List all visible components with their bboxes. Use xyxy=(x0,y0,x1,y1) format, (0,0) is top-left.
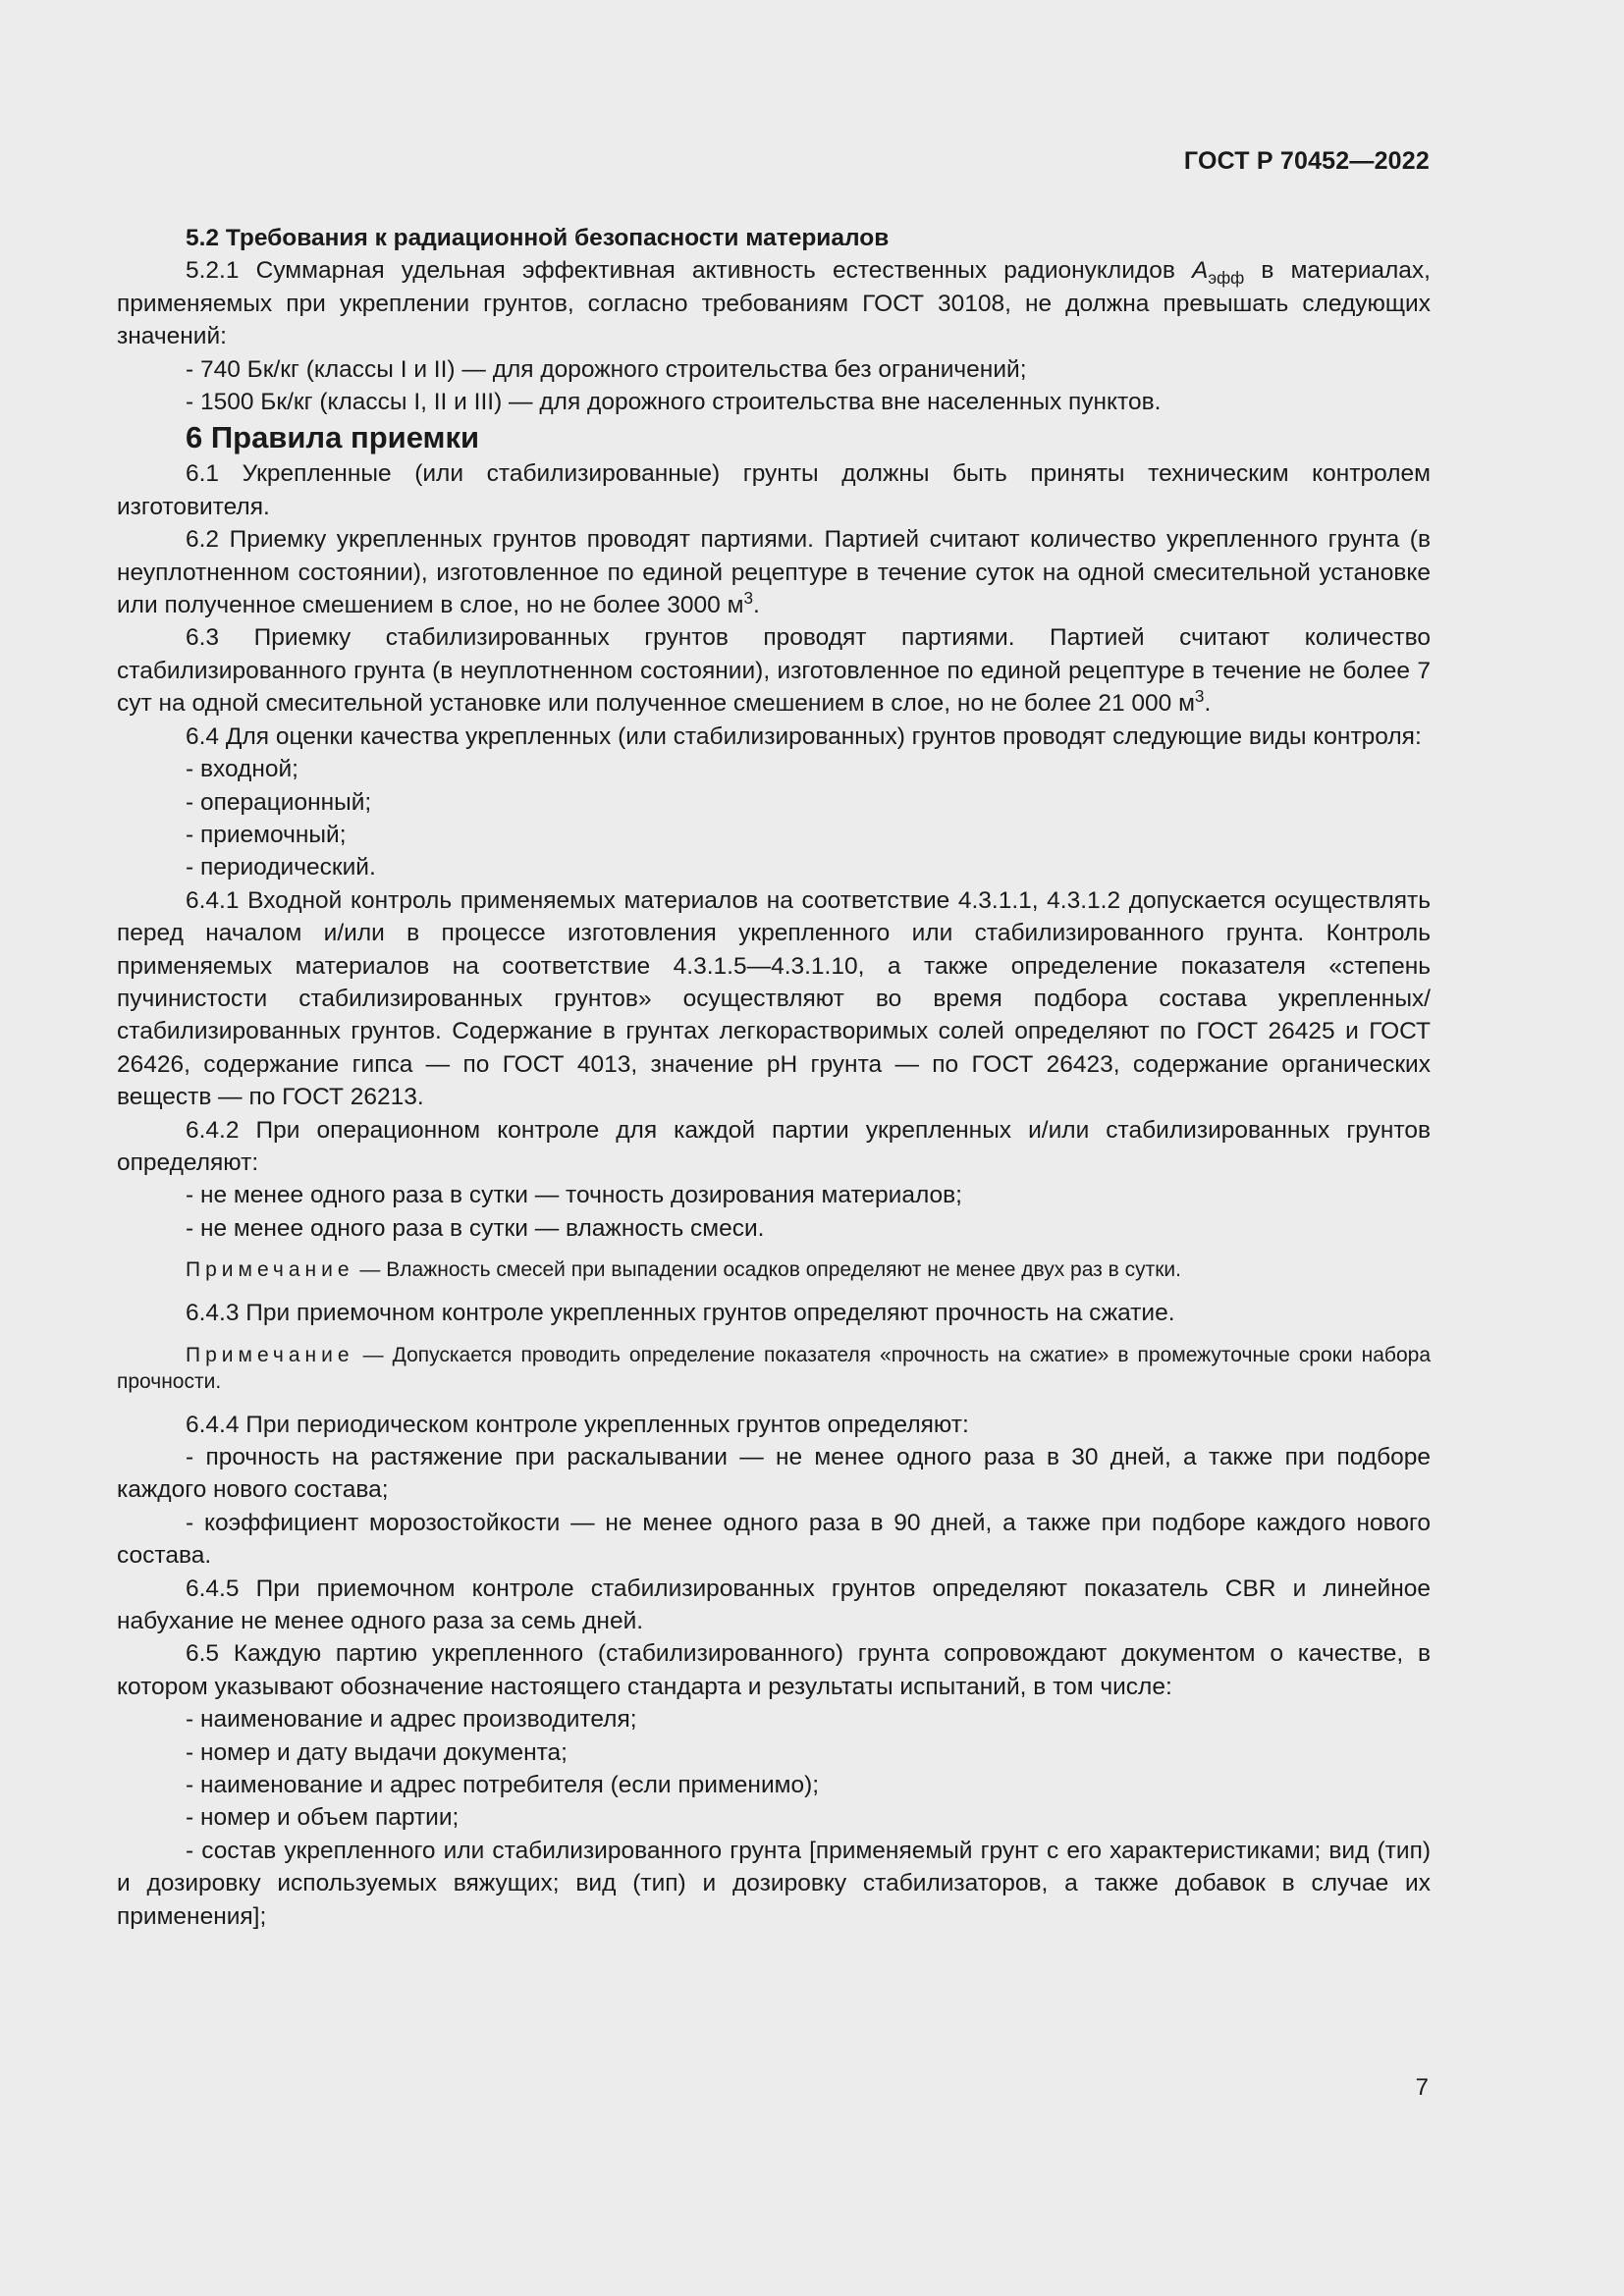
list-item: - приемочный; xyxy=(186,821,347,848)
document-id-header: ГОСТ Р 70452—2022 xyxy=(1183,147,1430,175)
document-body xyxy=(117,222,1431,1933)
paragraph-6-4-2: 6.4.2 При операционном контроле для каждой партии укрепленных и/или стабилизированных грунтов определяют: xyxy=(117,1116,1431,1176)
list-item: - не менее одного раза в сутки — точность дозирования материалов; xyxy=(186,1182,962,1209)
text-fragment: . xyxy=(1204,690,1212,718)
list-item: - состав укрепленного или стабилизированного грунта [применяемый грунт с его характеристиками; вид (тип) и дозировку используемых вяжущих; вид (тип) и дозировку стабилизаторов, а также добавок в случае их применения]; xyxy=(117,1837,1431,1930)
superscript: 3 xyxy=(1194,686,1205,707)
list-item: - 740 Бк/кг (классы I и II) — для дорожного строительства без ограничений; xyxy=(186,355,1027,383)
text-fragment: в материалах, применяемых при укреплении грунтов, согласно требованиям ГОСТ 30108, не должна превышать следующих значений: xyxy=(117,257,1431,350)
list-item: - наименование и адрес потребителя (если применимо); xyxy=(186,1772,820,1799)
note-text: — Влажность смесей при выпадении осадков определяют не менее двух раз в сутки. xyxy=(353,1258,1181,1282)
paragraph-6-2 xyxy=(117,523,1431,621)
paragraph-5-2-1 xyxy=(117,254,1431,352)
superscript: 3 xyxy=(743,587,753,608)
list-item: - входной; xyxy=(186,756,298,783)
list-item: - номер и объем партии; xyxy=(186,1804,460,1832)
list-item: - операционный; xyxy=(186,788,372,816)
symbol-subscript: эфф xyxy=(1208,268,1245,289)
note-text: — Допускается проводить определение показателя «прочность на сжатие» в промежуточные сроки набора прочности. xyxy=(117,1343,1431,1393)
text-fragment: 6.3 Приемку стабилизированных грунтов проводят партиями. Партией считают количество стабилизированного грунта (в неуплотненном состоянии), изготовленное по единой рецептуре в течение не более 7 сут на одной смесительной установке или полученное смешением в слое, но не более 21 000 м xyxy=(117,624,1431,718)
chapter-heading-6: 6 Правила приемки xyxy=(186,420,480,455)
list-item: - коэффициент морозостойкости — не менее одного раза в 90 дней, а также при подборе каждого нового состава. xyxy=(117,1509,1431,1570)
paragraph-6-4-3: 6.4.3 При приемочном контроле укрепленных грунтов определяют прочность на сжатие. xyxy=(186,1300,1175,1327)
note-1 xyxy=(117,1256,1431,1283)
symbol-a: А xyxy=(1191,257,1209,285)
text-fragment: . xyxy=(752,592,760,619)
paragraph-6-4-4: 6.4.4 При периодическом контроле укрепленных грунтов определяют: xyxy=(186,1411,969,1438)
list-item: - 1500 Бк/кг (классы I, II и III) — для дорожного строительства вне населенных пунктов. xyxy=(186,389,1162,416)
paragraph-6-4: 6.4 Для оценки качества укрепленных (или стабилизированных) грунтов проводят следующие виды контроля: xyxy=(186,722,1422,750)
paragraph-6-4-1: 6.4.1 Входной контроль применяемых материалов на соответствие 4.3.1.1, 4.3.1.2 допускается осуществлять перед началом и/или в процессе изготовления укрепленного или стабилизированного грунта. Контроль применяемых материалов на соответствие 4.3.1.5—4.3.1.10, а также определение показателя «степень пучинистости стабилизированных грунтов» осуществляют во время подбора состава укрепленных/стабилизированных грунтов. Содержание в грунтах легкорастворимых солей определяют по ГОСТ 26425 и ГОСТ 26426, содержание гипса — по ГОСТ 4013, значение pH грунта — по ГОСТ 26423, содержание органических веществ — по ГОСТ 26213. xyxy=(117,886,1431,1111)
page-number: 7 xyxy=(1415,2074,1429,2101)
list-item: - номер и дату выдачи документа; xyxy=(186,1738,568,1766)
text-fragment: 5.2.1 Суммарная удельная эффективная активность естественных радионуклидов xyxy=(186,257,1192,285)
note-label: Примечание xyxy=(186,1258,354,1282)
list-item: - не менее одного раза в сутки — влажность смеси. xyxy=(186,1214,765,1242)
list-item: - наименование и адрес производителя; xyxy=(186,1706,637,1734)
paragraph-6-1: 6.1 Укрепленные (или стабилизированные) грунты должны быть приняты техническим контролем изготовителя. xyxy=(117,460,1431,520)
paragraph-6-4-5: 6.4.5 При приемочном контроле стабилизированных грунтов определяют показатель CBR и линейное набухание не менее одного раза за семь дней. xyxy=(117,1575,1431,1635)
text-fragment: 6.2 Приемку укрепленных грунтов проводят партиями. Партией считают количество укрепленного грунта (в неуплотненном состоянии), изготовленное по единой рецептуре в течение суток на одной смесительной установке или полученное смешением в слое, но не более 3000 м xyxy=(117,526,1431,619)
list-item: - прочность на растяжение при раскалывании — не менее одного раза в 30 дней, а также при подборе каждого нового состава; xyxy=(117,1444,1431,1504)
note-label: Примечание xyxy=(186,1343,354,1366)
note-2 xyxy=(117,1342,1431,1395)
list-item: - периодический. xyxy=(186,854,376,881)
paragraph-6-5: 6.5 Каждую партию укрепленного (стабилизированного) грунта сопровождают документом о качестве, в котором указывают обозначение настоящего стандарта и результаты испытаний, в том числе: xyxy=(117,1640,1431,1700)
section-heading-5-2: 5.2 Требования к радиационной безопасности материалов xyxy=(186,225,890,251)
paragraph-6-3 xyxy=(117,621,1431,720)
